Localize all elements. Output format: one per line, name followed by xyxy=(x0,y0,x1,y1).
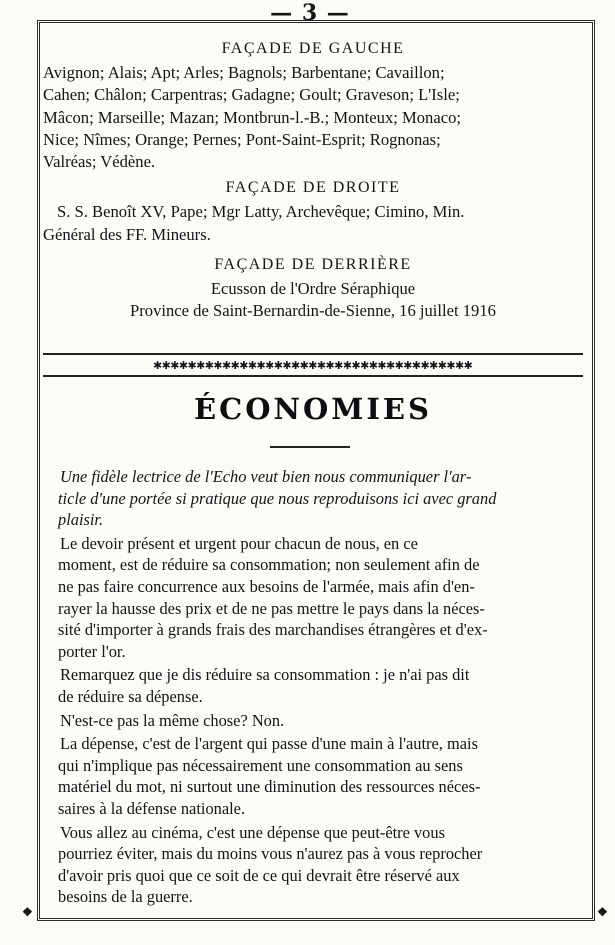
text-line: Nice; Nîmes; Orange; Pernes; Pont-Saint-Esprit; Rognonas; xyxy=(43,129,441,149)
text-line: besoins de la guerre. xyxy=(58,887,193,907)
text-line: Province de Saint-Bernardin-de-Sienne, 16 juillet 1916 xyxy=(130,301,496,321)
text-line: ticle d'une portée si pratique que nous reproduisons ici avec grand xyxy=(58,488,497,508)
text-line: plaisir. xyxy=(58,510,104,530)
corner-ornament-icon: ❖ xyxy=(22,905,33,919)
star-divider: ✱✱✱✱✱✱✱✱✱✱✱✱✱✱✱✱✱✱✱✱✱✱✱✱✱✱✱✱✱✱✱✱✱✱✱✱✱ xyxy=(43,353,583,377)
text-line: porter l'or. xyxy=(58,641,126,661)
facade-derriere-heading: FAÇADE DE DERRIÈRE xyxy=(214,256,412,274)
facade-gauche-heading: FAÇADE DE GAUCHE xyxy=(221,40,405,57)
facade-droite-list xyxy=(43,201,583,246)
text-line: Général des FF. Mineurs. xyxy=(43,224,211,244)
title-underline xyxy=(270,446,350,448)
text-line: sité d'importer à grands frais des marchandises étrangères et d'ex- xyxy=(58,620,488,640)
text-line: ne pas faire concurrence aux besoins de l'armée, mais afin d'en- xyxy=(58,576,475,596)
facade-droite-heading: FAÇADE DE DROITE xyxy=(225,179,401,197)
text-line: La dépense, c'est de l'argent qui passe d'une main à l'autre, mais xyxy=(60,734,478,754)
text-line: pourriez éviter, mais du moins vous n'aurez pas à vous reprocher xyxy=(58,844,483,864)
facade-derriere-list xyxy=(43,278,583,323)
corner-ornament-icon: ❖ xyxy=(597,905,608,919)
article-body xyxy=(58,466,578,908)
text-line: rayer la hausse des prix et de ne pas mettre le pays dans la néces- xyxy=(58,598,485,618)
text-line: Ecusson de l'Ordre Séraphique xyxy=(210,279,416,299)
text-line: saires à la défense nationale. xyxy=(58,798,246,818)
text-line: S. S. Benoît XV, Pape; Mgr Latty, Archevêque; Cimino, Min. xyxy=(57,202,465,222)
text-line: Cahen; Châlon; Carpentras; Gadagne; Goult; Graveson; L'Isle; xyxy=(43,85,460,105)
article-paragraph xyxy=(58,822,578,908)
text-line: de réduire sa dépense. xyxy=(58,686,203,706)
text-line: matériel du mot, ni surtout une diminution des ressources néces- xyxy=(58,777,481,797)
text-line: Valréas; Védène. xyxy=(43,152,156,172)
article-paragraph xyxy=(58,533,578,663)
facades-section xyxy=(43,40,583,323)
text-line: Remarquez que je dis réduire sa consommation : je n'ai pas dit xyxy=(60,665,470,685)
article-title: ÉCONOMIES xyxy=(194,392,432,426)
text-line: Mâcon; Marseille; Mazan; Montbrun-l.-B.; Monteux; Monaco; xyxy=(43,107,461,127)
text-line: Une fidèle lectrice de l'Echo veut bien nous communiquer l'ar- xyxy=(60,467,472,486)
text-line: Avignon; Alais; Apt; Arles; Bagnols; Barbentane; Cavaillon; xyxy=(43,63,445,82)
text-line: d'avoir pris quoi que ce soit de ce qui devrait être réservé aux xyxy=(58,865,460,885)
text-line: Vous allez au cinéma, c'est une dépense que peut-être vous xyxy=(60,822,445,842)
article-paragraph: N'est-ce pas la même chose? Non. xyxy=(60,710,285,730)
text-line: qui n'implique pas nécessairement une consommation au sens xyxy=(58,755,463,775)
article-paragraph xyxy=(58,733,578,819)
page-number: — 3 — xyxy=(270,0,350,26)
text-line: Le devoir présent et urgent pour chacun de nous, en ce xyxy=(60,533,418,553)
article-intro xyxy=(58,466,578,531)
article-paragraph xyxy=(58,664,578,707)
text-line: moment, est de réduire sa consommation; non seulement afin de xyxy=(58,555,480,575)
facade-gauche-list xyxy=(43,62,583,173)
